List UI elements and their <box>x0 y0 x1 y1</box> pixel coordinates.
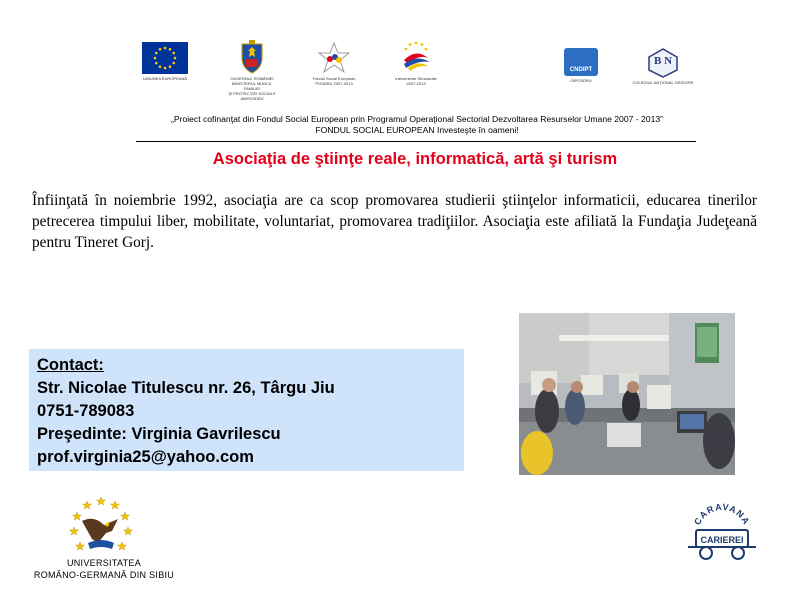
government-logo-caption: GUVERNUL ROMÂNIEI MINISTERUL MUNCII, FAMILIEI ŞI PROTECŢIEI SOCIALE AMPOSDRU <box>228 76 276 101</box>
contact-president: Preşedinte: Virginia Gavrilescu <box>37 425 281 443</box>
wheel-icon <box>732 547 744 559</box>
contact-heading: Contact: <box>37 356 104 374</box>
divider <box>136 141 696 142</box>
contact-box <box>29 349 464 471</box>
fse-logo-caption: Fondul Social European POSDRU 2007-2013 <box>312 76 356 86</box>
university-caption-line-2: ROMÂNO-GERMANĂ DIN SIBIU <box>33 570 175 580</box>
fse-logo <box>308 42 360 86</box>
eu-logo <box>140 42 190 81</box>
romanian-government-logo <box>224 40 280 101</box>
caravana-carierei-logo <box>686 500 758 566</box>
university-caption <box>22 557 186 581</box>
eu-logo-caption: UNIUNEA EUROPEANĂ <box>142 76 187 81</box>
eu-flag-icon <box>142 42 188 74</box>
funding-line-1: „Proiect cofinanţat din Fondul Social European prin Programul Operaţional Sectorial Dezvoltarea Resurselor Umane 2007 - 2013” <box>170 114 663 124</box>
funding-line-2: FONDUL SOCIAL EUROPEAN Investeşte în oameni! <box>315 125 519 135</box>
contact-email: prof.virginia25@yahoo.com <box>37 448 254 466</box>
coat-of-arms-icon <box>239 40 265 74</box>
association-title: Asociaţia de ştiinţe reale, informatică, artă şi turism <box>212 150 618 168</box>
college-logo-label: B N <box>653 55 673 67</box>
caravana-wagon-label: CARIEREI <box>700 535 744 545</box>
cndipt-logo-caption: OIPOSDRU <box>570 78 592 83</box>
fse-star-icon <box>318 42 350 74</box>
contact-phone: 0751-789083 <box>37 402 135 420</box>
structural-instruments-icon <box>398 40 434 74</box>
structural-logo-caption: Instrumente Structurale 2007-2013 <box>395 76 437 86</box>
funding-statement <box>136 114 698 136</box>
computer-lab-photo <box>519 313 735 475</box>
college-logo <box>626 48 700 85</box>
university-caption-line-1: UNIVERSITATEA <box>66 558 142 568</box>
association-description: Înfiinţată în noiembrie 1992, asociaţia are ca scop promovarea studierii ştiinţelor informaticii, educarea tinerilor petrecerea timpului liber, mobilitate, voluntariat, promovarea tradiţiilor. Asociaţia este afiliată la Fundaţia Judeţeană pentru Tineret Gorj. <box>32 192 757 251</box>
caravana-arc-label: CARAVANA <box>692 501 752 527</box>
cndipt-icon <box>564 48 598 76</box>
wheel-icon <box>700 547 712 559</box>
university-emblem-icon <box>68 495 134 557</box>
cndipt-logo <box>560 48 602 83</box>
caravana-arc-text <box>692 502 752 527</box>
college-logo-caption: COLEGIUL NAŢIONAL GRIGORE <box>632 80 694 85</box>
cndipt-label: CNDIPT <box>569 67 593 73</box>
contact-address: Str. Nicolae Titulescu nr. 26, Târgu Jiu <box>37 379 335 397</box>
structural-instruments-logo <box>390 40 442 86</box>
